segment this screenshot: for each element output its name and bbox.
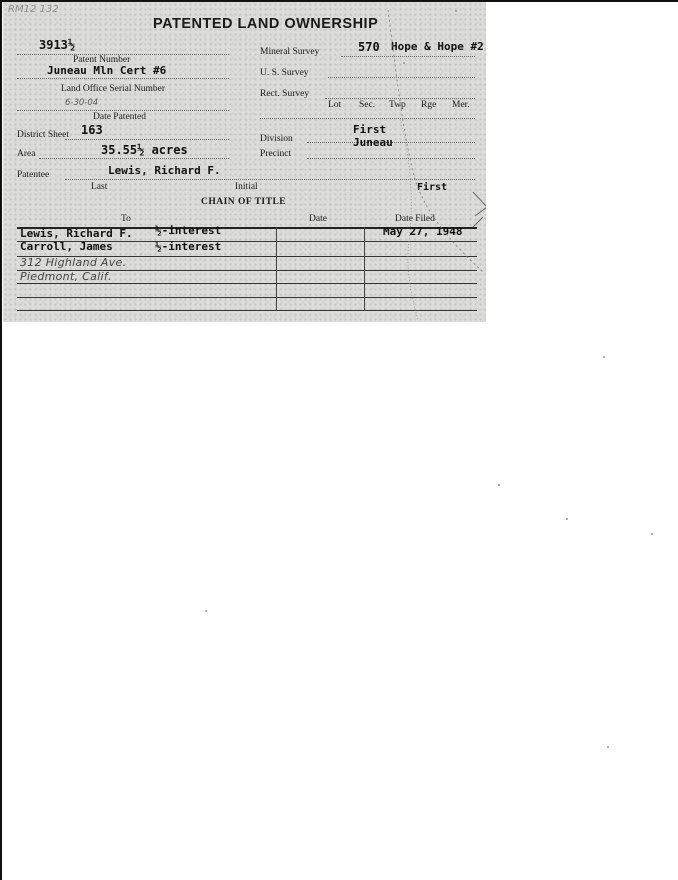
page-speck bbox=[607, 746, 609, 748]
patentee-initial-label: Initial bbox=[235, 182, 258, 192]
chain-row-2-to: Carroll, James bbox=[20, 240, 113, 253]
rect-col-sec: Sec. bbox=[359, 100, 376, 110]
patentee-last-label: Last bbox=[91, 182, 108, 192]
rect-col-twp: Twp bbox=[389, 100, 406, 110]
record-number: 3913½ bbox=[39, 38, 76, 52]
chain-row-1-date-filed: May 27, 1948 bbox=[383, 225, 463, 238]
chain-address-line-2: Piedmont, Calif. bbox=[20, 270, 112, 283]
speck bbox=[455, 10, 457, 12]
patentee-value: Lewis, Richard F. bbox=[108, 164, 221, 177]
district-sheet-label: District Sheet bbox=[17, 130, 69, 140]
patent-number-label: Patent Number bbox=[73, 55, 131, 65]
page-speck bbox=[603, 356, 605, 358]
patent-number-line bbox=[17, 78, 229, 79]
page-border-left bbox=[0, 0, 2, 880]
rect-survey-detail-line bbox=[260, 118, 475, 119]
precinct-value: Juneau bbox=[353, 136, 393, 149]
chain-title: CHAIN OF TITLE bbox=[201, 197, 287, 207]
area-value: 35.55½ acres bbox=[101, 143, 188, 157]
page-speck bbox=[498, 484, 500, 486]
rect-col-rge: Rge bbox=[421, 100, 437, 110]
page-speck bbox=[566, 518, 568, 520]
corner-note: RM12 132 bbox=[8, 4, 59, 15]
patentee-first-label: First bbox=[417, 182, 448, 193]
division-label: Division bbox=[260, 134, 293, 144]
patentee-line bbox=[65, 179, 475, 180]
land-ownership-card bbox=[3, 2, 486, 322]
mineral-survey-value: 570 bbox=[358, 40, 380, 54]
card-title: PATENTED LAND OWNERSHIP bbox=[153, 16, 379, 32]
district-sheet-value: 163 bbox=[81, 123, 103, 137]
division-value: First bbox=[353, 123, 387, 136]
page-speck bbox=[205, 610, 207, 612]
patent-number-value: Juneau Mln Cert #6 bbox=[47, 64, 167, 77]
us-survey-label: U. S. Survey bbox=[260, 68, 309, 78]
mineral-survey-label: Mineral Survey bbox=[260, 47, 320, 57]
chain-row-rule-4 bbox=[17, 283, 477, 284]
date-patented-line bbox=[17, 110, 229, 111]
chain-row-rule-5 bbox=[17, 297, 477, 298]
chain-row-1-share: ½-interest bbox=[155, 224, 222, 237]
page-speck bbox=[651, 533, 653, 535]
rect-col-lot: Lot bbox=[328, 100, 342, 110]
land-office-label: Land Office Serial Number bbox=[61, 84, 166, 94]
patentee-label: Patentee bbox=[17, 170, 50, 180]
chain-row-1-to: Lewis, Richard F. bbox=[20, 227, 133, 240]
chain-row-2-share: ½-interest bbox=[155, 240, 222, 253]
chain-col-date: Date bbox=[309, 214, 327, 224]
rect-col-mer: Mer. bbox=[452, 100, 470, 110]
chain-col-divider-1 bbox=[276, 227, 277, 311]
district-sheet-line bbox=[65, 139, 229, 140]
speck bbox=[403, 62, 405, 64]
date-patented-label: Date Patented bbox=[93, 112, 147, 122]
chain-col-divider-2 bbox=[364, 227, 365, 311]
precinct-label: Precinct bbox=[260, 149, 292, 159]
rect-survey-label: Rect. Survey bbox=[260, 89, 310, 99]
chain-row-rule-6 bbox=[17, 310, 477, 311]
date-patented-value: 6-30-04 bbox=[65, 98, 99, 108]
us-survey-line bbox=[328, 77, 475, 78]
precinct-line bbox=[307, 158, 475, 159]
rect-survey-line bbox=[325, 98, 475, 99]
mineral-survey-line bbox=[341, 56, 475, 57]
mineral-survey-claims: Hope & Hope #2 bbox=[391, 40, 484, 53]
chain-col-to: To bbox=[121, 214, 131, 224]
chain-col-date-filed: Date Filed bbox=[395, 214, 435, 224]
area-label: Area bbox=[17, 149, 36, 159]
area-line bbox=[39, 158, 229, 159]
chain-address-line-1: 312 Highland Ave. bbox=[20, 256, 127, 269]
